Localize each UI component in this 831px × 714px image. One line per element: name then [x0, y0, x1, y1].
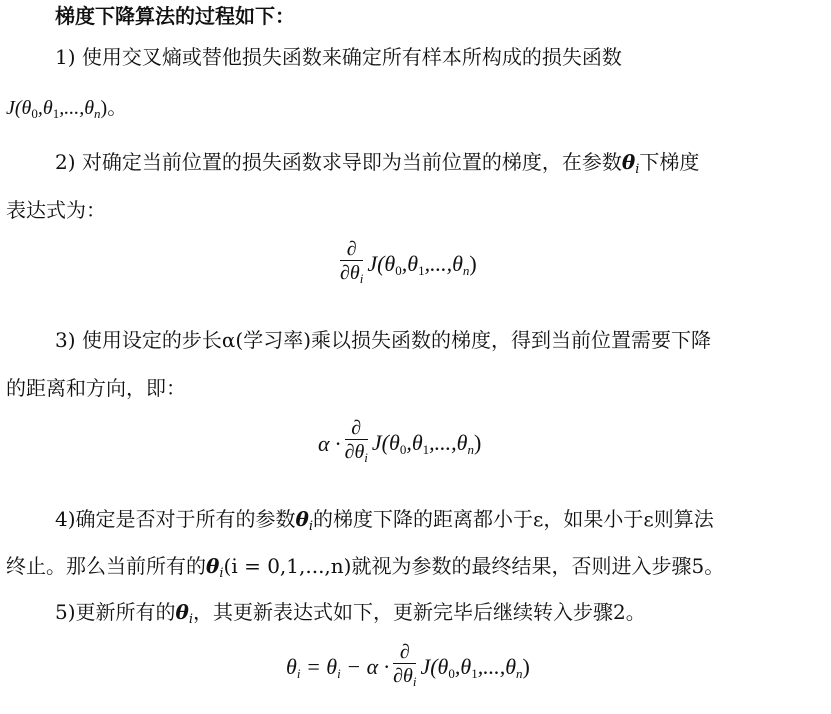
- step3-line2: 的距离和方向，即：: [6, 376, 186, 400]
- step4-line2: 终止。那么当前所有的$\theta_i(i = 0,1,...,n)$就视为参数的最终结果，否则进入步骤5。: [6, 554, 725, 581]
- step4-line1: 4)确定是否对于所有的参数$\theta_i$的梯度下降的距离都小于ε，如果小于ε则算法: [55, 507, 714, 534]
- step-formula: α · $\frac{\partial}{\partial\theta_i}$ $J(\theta_0,\theta_1,...,\theta_n)$: [318, 417, 481, 470]
- partial-derivative-fraction: $\frac{\partial}{\partial\theta_i}$: [340, 238, 364, 286]
- partial-derivative-fraction: $\frac{\partial}{\partial\theta_i}$: [344, 417, 368, 465]
- update-formula: $\theta_i = \theta_i - \alpha$ · $\frac{\partial}{\partial\theta_i}$ $J(\theta_0,\theta_1,...,\theta_n)$: [286, 641, 530, 694]
- step5-line1: 5)更新所有的$\theta_i$，其更新表达式如下，更新完毕后继续转入步骤2。: [55, 600, 646, 627]
- page-title: 梯度下降算法的过程如下：: [55, 4, 295, 28]
- step3-line1: 3) 使用设定的步长α(学习率)乘以损失函数的梯度，得到当前位置需要下降: [55, 328, 711, 352]
- partial-derivative-fraction: $\frac{\partial}{\partial\theta_i}$: [393, 641, 417, 689]
- gradient-formula: $\frac{\partial}{\partial\theta_i}$ $J(\theta_0,\theta_1,...,\theta_n)$: [336, 238, 477, 291]
- step1-line1: 1) 使用交叉熵或替他损失函数来确定所有样本所构成的损失函数: [55, 45, 622, 69]
- step2-line2: 表达式为：: [6, 198, 106, 222]
- step2-line1: 2) 对确定当前位置的损失函数求导即为当前位置的梯度，在参数$\theta_i$下梯度: [55, 150, 700, 177]
- step1-function: $J(\theta_0,\theta_1,...,\theta_n)$。: [6, 95, 128, 121]
